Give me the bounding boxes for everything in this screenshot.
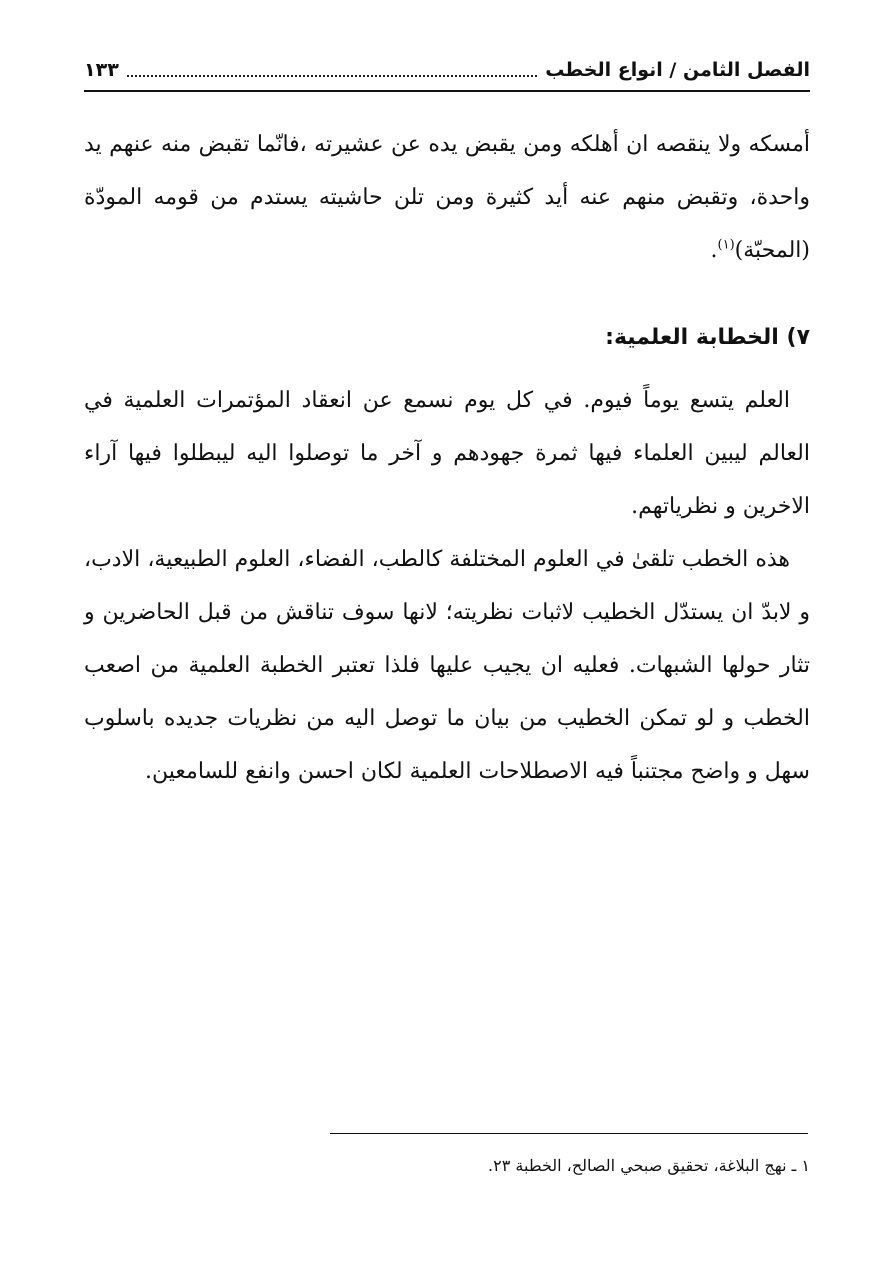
footnote-reference[interactable]: (١) [717,237,735,253]
section-paragraph-1: العلم يتسع يوماً فيوم. في كل يوم نسمع عن انعقاد المؤتمرات العلمية في العالم ليبين العلماء فيها ثمرة جهودهم و آخر ما توصلوا اليه ليبطلوا فيها آراء الاخرين و نظرياتهم. [84,388,810,519]
footnote-text: ١ ـ نهج البلاغة، تحقيق صبحي الصالح، الخطبة ٢٣. [488,1156,810,1175]
dot-leader [127,75,537,77]
continuation-text: أمسكه ولا ينقصه ان أهلكه ومن يقبض يده عن عشيرته ،فانّما تقبض منه عنهم يد واحدة، وتقبض منهم عنه أيد كثيرة ومن تلن حاشيته يستدم من قومه المودّة (المحبّة) [84,132,810,263]
page-number: ١٣٣ [84,59,119,81]
section-heading: ٧) الخطابة العلمية: [605,325,810,350]
continuation-paragraph [84,118,810,277]
continuation-end-punct: . [710,238,718,263]
footnote-divider [330,1133,808,1134]
running-head [84,50,810,92]
section-body [84,374,810,798]
section-paragraph-2: هذه الخطب تلقىٰ في العلوم المختلفة كالطب، الفضاء، العلوم الطبيعية، الادب، و لابدّ ان يستدّل الخطيب لاثبات نظريته؛ لانها سوف تناقش من قبل الحاضرين و تثار حولها الشبهات. فعليه ان يجيب عليها فلذا تعتبر الخطبة العلمية من اصعب الخطب و لو تمكن الخطيب من بيان ما توصل اليه من نظريات جديده باسلوب سهل و واضح مجتنباً فيه الاصطلاحات العلمية لكان احسن وانفع للسامعين. [84,547,810,784]
chapter-title: الفصل الثامن / انواع الخطب [545,59,810,81]
